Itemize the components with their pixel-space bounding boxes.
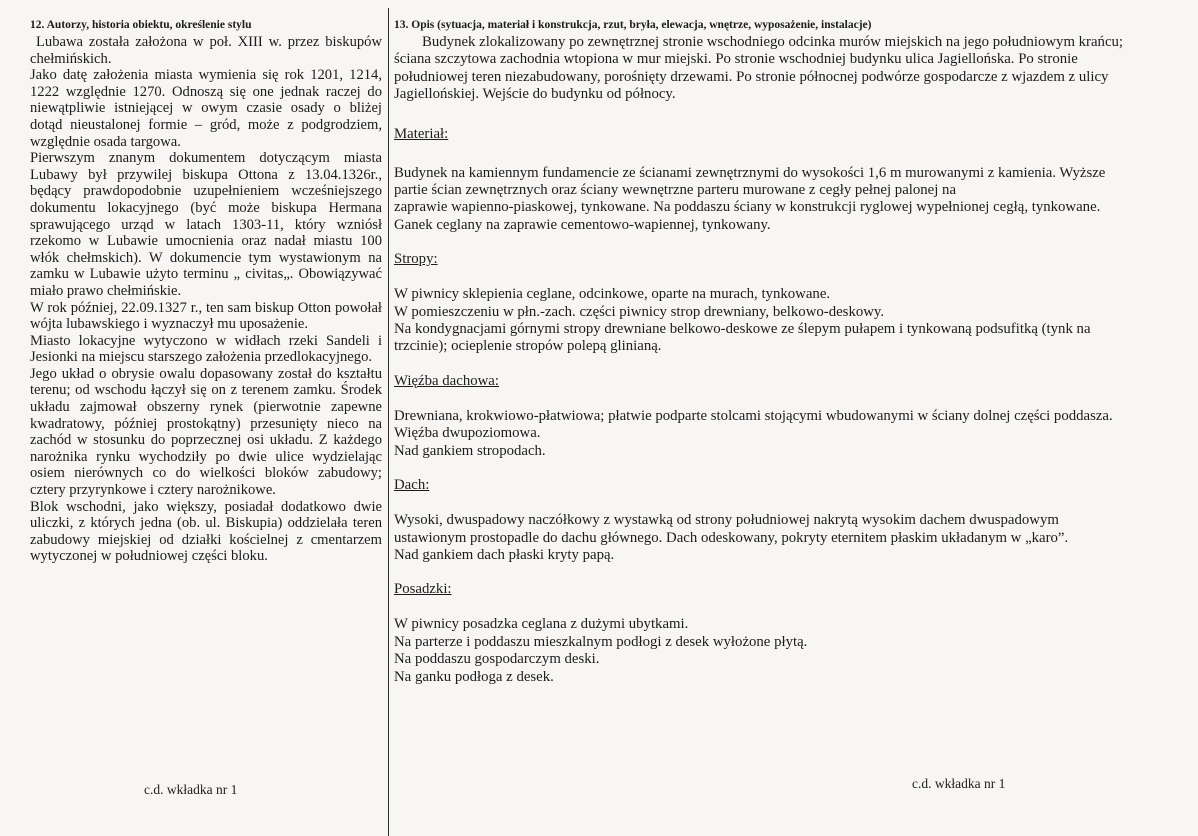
history-text [30, 34, 382, 565]
right-continuation-note: c.d. wkładka nr 1 [912, 776, 1006, 791]
section-body [394, 512, 1124, 564]
section-body [394, 408, 1124, 460]
description-column [394, 18, 1124, 686]
left-continuation-note: c.d. wkładka nr 1 [144, 782, 238, 797]
section-line: Na parterze i poddaszu mieszkalnym podłogi z desek wyłożone płytą. [394, 633, 808, 650]
section-dach [394, 477, 1124, 564]
section-title: Materiał: [394, 125, 449, 142]
description-heading: 13. Opis (sytuacja, materiał i konstrukcja, rzut, bryła, elewacja, wnętrze, wyposażenie, instalacje) [394, 19, 872, 31]
section-body [394, 616, 1124, 686]
history-paragraph: Jego układ o obrysie owalu dopasowany został do kształtu terenu; od wschodu łączył się on z terenem zamku. Środek układu zajmował obszerny rynek (pierwotnie zapewne kwadratowy, później prostokątny) przesunięty nieco na zachód w stosunku do poprzecznej osi układu. Z każdego narożnika rynku wychodziły po dwie ulice wydzielając osiem nierównych co do wielkości bloków zabudowy; cztery przyrynkowe i cztery narożnikowe. [30, 365, 382, 499]
section-line: Na kondygnacjami górnymi stropy drewniane belkowo-deskowe ze ślepym pułapem i tynkowaną podsufitką (tynk na trzcinie); ocieplenie stropów polepą glinianą. [394, 321, 1091, 355]
history-paragraph: Pierwszym znanym dokumentem dotyczącym miasta Lubawy był przywilej biskupa Ottona z 13.04.1326r., będący prawdopodobnie uzupełnieniem wcześniejszego dokumentu lokacyjnego (być może biskupa Hermana sprawującego urząd w latach 1303-11, który wzniósł rzekomo w Lubawie umocnienia oraz nadał miastu 100 włók chełmskich). W dokumencie tym wystawionym na zamku w Lubawie użyto terminu „ civitas„. Obowiązywać miało prawo chełmińskie. [30, 150, 382, 299]
history-paragraph: W rok później, 22.09.1327 r., ten sam biskup Otton powołał wójta lubawskiego i wyznaczył mu uposażenie. [30, 299, 382, 333]
section-line: W piwnicy sklepienia ceglane, odcinkowe, oparte na murach, tynkowane. [394, 286, 831, 303]
section-line: Ganek ceglany na zaprawie cementowo-wapiennej, tynkowany. [394, 216, 771, 233]
section-line: W piwnicy posadzka ceglana z dużymi ubytkami. [394, 616, 689, 633]
description-intro [394, 34, 1124, 104]
section-line: Nad gankiem stropodach. [394, 442, 546, 459]
section-body [394, 286, 1124, 356]
history-paragraph: Jako datę założenia miasta wymienia się rok 1201, 1214, 1222 względnie 1270. Odnoszą się one jednak raczej do niewątpliwie istniejącej w owym czasie osady o bliżej dotąd nieustalonej formie – gród, może z podgrodziem, względnie osada targowa. [30, 67, 382, 150]
history-paragraph: Lubawa została założona w poł. XIII w. przez biskupów chełmińskich. [30, 34, 382, 67]
section-title: Więźba dachowa: [394, 372, 499, 389]
section-line: Nad gankiem dach płaski kryty papą. [394, 546, 615, 563]
section-line: Na poddaszu gospodarczym deski. [394, 651, 600, 668]
section-line: Wysoki, dwuspadowy naczółkowy z wystawką od strony południowej nakrytą wysokim dachem dwuspadowym ustawionym prostopadle do dachu głównego. Dach odeskowany, pokryty eternitem płaskim układanym w „karo”. [394, 512, 1069, 546]
section-wiezba [394, 373, 1124, 460]
section-title: Posadzki: [394, 581, 452, 598]
section-title: Dach: [394, 477, 430, 494]
section-body [394, 165, 1124, 235]
intro-paragraph: Budynek zlokalizowany po zewnętrznej stronie wschodniego odcinka murów miejskich na jego południowym krańcu; ściana szczytowa zachodnia wtopiona w mur miejski. Po stronie wschodniej budynku ulica Jagiellońska. Po stronie południowej teren niezabudowany, porośnięty drzewami. Po stronie północnej podwórze gospodarcze z wjazdem z ulicy Jagiellońskiej. Wejście do budynku od północy. [394, 34, 1124, 103]
section-material [394, 126, 1124, 235]
section-posadzki [394, 581, 1124, 686]
section-line: Drewniana, krokwiowo-płatwiowa; płatwie podparte stolcami stojącymi wbudowanymi w ściany dolnej części poddasza. Więźba dwupoziomowa. [394, 407, 1113, 442]
section-line: zaprawie wapienno-piaskowej, tynkowane. Na poddaszu ściany w konstrukcji ryglowej wypełnionej cegłą, tynkowane. [394, 199, 1101, 216]
history-column [30, 18, 382, 565]
history-heading: 12. Autorzy, historia obiektu, określenie stylu [30, 19, 252, 31]
section-title: Stropy: [394, 251, 438, 268]
column-divider [388, 8, 389, 836]
section-line: Na ganku podłoga z desek. [394, 668, 554, 685]
section-stropy [394, 251, 1124, 356]
history-paragraph: Miasto lokacyjne wytyczono w widłach rzeki Sandeli i Jesionki na miejscu starszego założenia przedlokacyjnego. [30, 332, 382, 366]
history-paragraph: Blok wschodni, jako większy, posiadał dodatkowo dwie uliczki, z których jedna (ob. ul. Biskupia) oddzielała teren zabudowy miejskiej od działki kościelnej z cmentarzem wytyczonej w południowej części bloku. [30, 498, 382, 565]
section-line: Budynek na kamiennym fundamencie ze ścianami zewnętrznymi do wysokości 1,6 m murowanymi z kamienia. Wyższe partie ścian zewnętrznych oraz ściany wewnętrzne parteru murowane z cegły pełnej palonej na [394, 164, 1106, 199]
section-line: W pomieszczeniu w płn.-zach. części piwnicy strop drewniany, belkowo-deskowy. [394, 303, 885, 320]
